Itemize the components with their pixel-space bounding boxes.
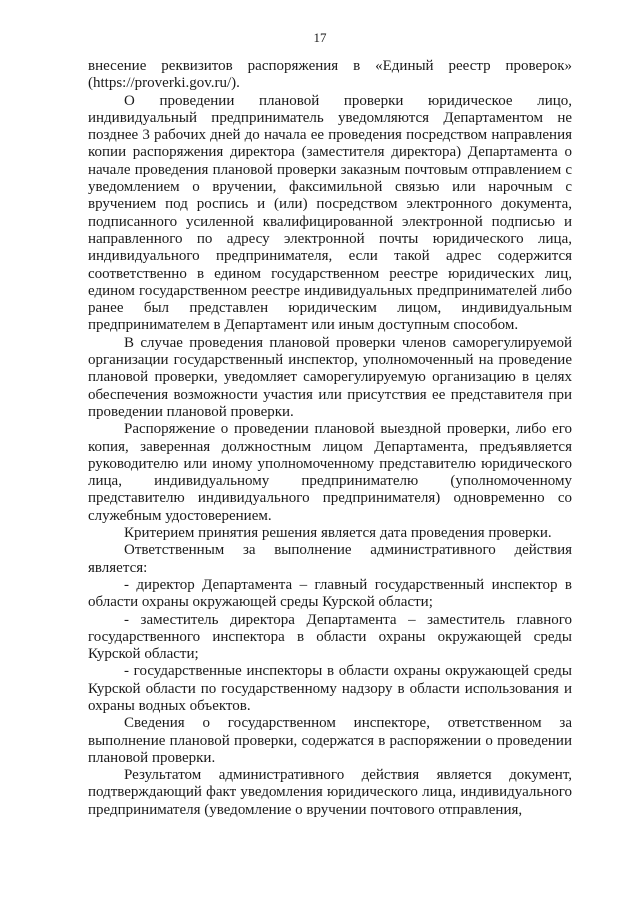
paragraph: Ответственным за выполнение административного действия является: bbox=[88, 542, 572, 576]
paragraph: - директор Департамента – главный государственный инспектор в области охраны окружающей среды Курской области; bbox=[88, 576, 572, 611]
paragraph: внесение реквизитов распоряжения в «Единый реестр проверок» (https://proverki.gov.ru/). bbox=[88, 58, 572, 92]
page-number: 17 bbox=[313, 30, 327, 45]
paragraph: Распоряжение о проведении плановой выездной проверки, либо его копия, заверенная должностным лицом Департамента, предъявляется руководителю или иному уполномоченному представителю юридического лица, индивидуальному предпринимателю (уполномоченному представителю индивидуального предпринимателя) одновременно со служебным удостоверением. bbox=[88, 421, 572, 524]
paragraph: Критерием принятия решения является дата проведения проверки. bbox=[124, 525, 552, 542]
paragraph: - государственные инспекторы в области охраны окружающей среды Курской области по государственному надзору в области использования и охраны водных объектов. bbox=[88, 663, 572, 714]
document-body bbox=[88, 58, 572, 819]
paragraph: - заместитель директора Департамента – заместитель главного государственного инспектора в области охраны окружающей среды Курской области; bbox=[88, 611, 572, 663]
paragraph: В случае проведения плановой проверки членов саморегулируемой организации государственный инспектор, уполномоченный на проведение плановой проверки, уведомляет саморегулируемую организацию в целях обеспечения возможности участия или присутствия ее представителя при проведении плановой проверки. bbox=[88, 334, 572, 420]
paragraph: Результатом административного действия является документ, подтверждающий факт уведомления юридического лица, индивидуального предпринимателя (уведомление о вручении почтового отправления, bbox=[88, 767, 572, 818]
paragraph: О проведении плановой проверки юридическое лицо, индивидуальный предприниматель уведомляются Департаментом не позднее 3 рабочих дней до начала ее проведения посредством направления копии распоряжения директора (заместителя директора) Департамента о начале проведения плановой проверки заказным почтовым отправлением с уведомлением о вручении, факсимильной связью или нарочным с вручением под роспись и (или) посредством электронного документа, подписанного усиленной квалифицированной электронной подписью и направленного по адресу электронной почты юридического лица, индивидуального предпринимателя, если такой адрес содержится соответственно в едином государственном реестре юридических лиц, едином государственном реестре индивидуальных предпринимателей либо ранее был представлен юридическим лицом, индивидуальным предпринимателем в Департамент или иным доступным способом. bbox=[88, 92, 572, 334]
paragraph: Сведения о государственном инспекторе, ответственном за выполнение плановой проверки, содержатся в распоряжении о проведении плановой проверки. bbox=[88, 715, 572, 766]
